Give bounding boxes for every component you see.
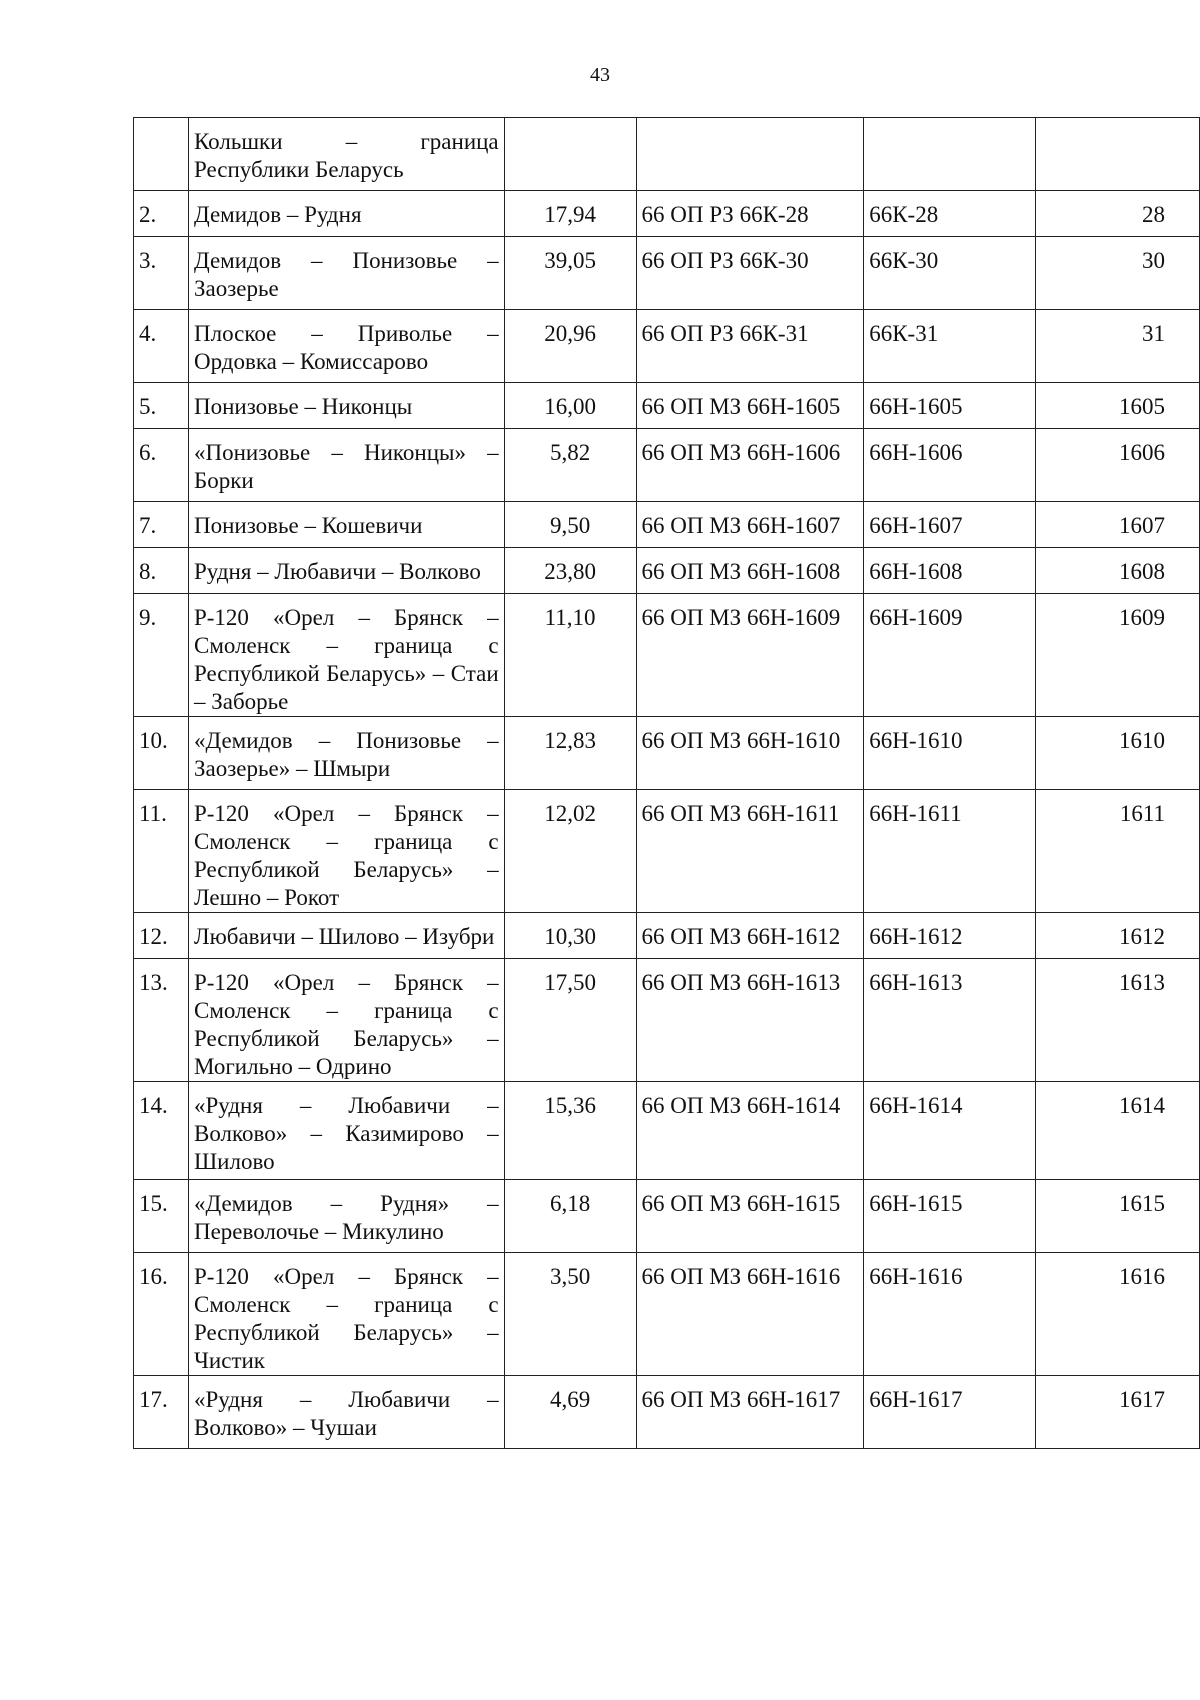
table-row xyxy=(134,118,1200,191)
road-name: Демидов – Рудня xyxy=(188,191,504,237)
row-number: 8. xyxy=(134,548,189,594)
road-name: «Рудня – Любавичи – Волково» – Чушаи xyxy=(188,1376,504,1449)
table-row xyxy=(134,1180,1200,1253)
row-number: 15. xyxy=(134,1180,189,1253)
road-id-number: 66 ОП МЗ 66Н-1611 xyxy=(636,790,864,913)
table-row xyxy=(134,913,1200,959)
row-number: 3. xyxy=(134,237,189,310)
row-number: 13. xyxy=(134,959,189,1082)
road-code: 30 xyxy=(1036,237,1200,310)
table-row xyxy=(134,959,1200,1082)
roads-table-body xyxy=(134,118,1200,1449)
row-number: 11. xyxy=(134,790,189,913)
row-number: 17. xyxy=(134,1376,189,1449)
road-name: Понизовье – Никонцы xyxy=(188,383,504,429)
row-number: 12. xyxy=(134,913,189,959)
row-number xyxy=(134,118,189,191)
road-name: «Рудня – Любавичи – Волково» – Казимирово – Шилово xyxy=(188,1082,504,1180)
road-code: 1614 xyxy=(1036,1082,1200,1180)
road-registration-number: 66Н-1616 xyxy=(864,1253,1036,1376)
road-name: Р-120 «Орел – Брянск – Смоленск – граница с Республикой Беларусь» – Стаи – Заборье xyxy=(188,594,504,717)
row-number: 14. xyxy=(134,1082,189,1180)
road-id-number: 66 ОП МЗ 66Н-1607 xyxy=(636,502,864,548)
road-length: 9,50 xyxy=(504,502,636,548)
road-id-number: 66 ОП МЗ 66Н-1606 xyxy=(636,429,864,502)
road-length: 12,83 xyxy=(504,717,636,790)
road-length: 5,82 xyxy=(504,429,636,502)
road-code xyxy=(1036,118,1200,191)
table-row xyxy=(134,1253,1200,1376)
row-number: 5. xyxy=(134,383,189,429)
table-row xyxy=(134,717,1200,790)
road-code: 1606 xyxy=(1036,429,1200,502)
road-length: 11,10 xyxy=(504,594,636,717)
road-registration-number: 66Н-1615 xyxy=(864,1180,1036,1253)
table-row xyxy=(134,594,1200,717)
road-length: 10,30 xyxy=(504,913,636,959)
road-length: 6,18 xyxy=(504,1180,636,1253)
road-length: 17,50 xyxy=(504,959,636,1082)
table-row xyxy=(134,429,1200,502)
table-row xyxy=(134,790,1200,913)
road-code: 1609 xyxy=(1036,594,1200,717)
row-number: 16. xyxy=(134,1253,189,1376)
road-name: Рудня – Любавичи – Волково xyxy=(188,548,504,594)
road-registration-number: 66Н-1605 xyxy=(864,383,1036,429)
road-id-number: 66 ОП МЗ 66Н-1613 xyxy=(636,959,864,1082)
road-id-number: 66 ОП МЗ 66Н-1610 xyxy=(636,717,864,790)
road-name: «Понизовье – Никонцы» – Борки xyxy=(188,429,504,502)
road-id-number: 66 ОП МЗ 66Н-1617 xyxy=(636,1376,864,1449)
road-id-number: 66 ОП МЗ 66Н-1612 xyxy=(636,913,864,959)
row-number: 10. xyxy=(134,717,189,790)
table-row xyxy=(134,310,1200,383)
road-name: Плоское – Приволье – Ордовка – Комиссарово xyxy=(188,310,504,383)
road-registration-number xyxy=(864,118,1036,191)
road-name: «Демидов – Рудня» – Переволочье – Микулино xyxy=(188,1180,504,1253)
road-name: Р-120 «Орел – Брянск – Смоленск – граница с Республикой Беларусь» – Лешно – Рокот xyxy=(188,790,504,913)
road-length: 20,96 xyxy=(504,310,636,383)
road-code: 28 xyxy=(1036,191,1200,237)
road-registration-number: 66Н-1613 xyxy=(864,959,1036,1082)
road-name: «Демидов – Понизовье – Заозерье» – Шмыри xyxy=(188,717,504,790)
table-row xyxy=(134,548,1200,594)
road-id-number: 66 ОП МЗ 66Н-1614 xyxy=(636,1082,864,1180)
road-name: Понизовье – Кошевичи xyxy=(188,502,504,548)
road-name: Любавичи – Шилово – Изубри xyxy=(188,913,504,959)
road-length: 23,80 xyxy=(504,548,636,594)
road-code: 1617 xyxy=(1036,1376,1200,1449)
road-name: Кольшки – граница Республики Беларусь xyxy=(188,118,504,191)
road-length: 15,36 xyxy=(504,1082,636,1180)
road-code: 1607 xyxy=(1036,502,1200,548)
road-code: 1612 xyxy=(1036,913,1200,959)
road-id-number xyxy=(636,118,864,191)
roads-table xyxy=(133,117,1200,1449)
road-code: 1615 xyxy=(1036,1180,1200,1253)
road-id-number: 66 ОП МЗ 66Н-1608 xyxy=(636,548,864,594)
road-registration-number: 66Н-1607 xyxy=(864,502,1036,548)
road-length: 39,05 xyxy=(504,237,636,310)
road-registration-number: 66Н-1617 xyxy=(864,1376,1036,1449)
row-number: 7. xyxy=(134,502,189,548)
road-length: 16,00 xyxy=(504,383,636,429)
road-registration-number: 66К-31 xyxy=(864,310,1036,383)
table-row xyxy=(134,191,1200,237)
row-number: 2. xyxy=(134,191,189,237)
table-row xyxy=(134,502,1200,548)
table-row xyxy=(134,1376,1200,1449)
road-id-number: 66 ОП МЗ 66Н-1615 xyxy=(636,1180,864,1253)
road-name: Демидов – Понизовье – Заозерье xyxy=(188,237,504,310)
road-registration-number: 66Н-1611 xyxy=(864,790,1036,913)
road-id-number: 66 ОП МЗ 66Н-1609 xyxy=(636,594,864,717)
road-registration-number: 66Н-1608 xyxy=(864,548,1036,594)
road-code: 1608 xyxy=(1036,548,1200,594)
road-length: 3,50 xyxy=(504,1253,636,1376)
row-number: 6. xyxy=(134,429,189,502)
road-code: 1605 xyxy=(1036,383,1200,429)
road-name: Р-120 «Орел – Брянск – Смоленск – граница с Республикой Беларусь» – Могильно – Одрино xyxy=(188,959,504,1082)
road-name: Р-120 «Орел – Брянск – Смоленск – граница с Республикой Беларусь» – Чистик xyxy=(188,1253,504,1376)
row-number: 9. xyxy=(134,594,189,717)
road-id-number: 66 ОП РЗ 66К-28 xyxy=(636,191,864,237)
road-length xyxy=(504,118,636,191)
table-row xyxy=(134,1082,1200,1180)
road-registration-number: 66Н-1609 xyxy=(864,594,1036,717)
road-registration-number: 66К-28 xyxy=(864,191,1036,237)
road-id-number: 66 ОП МЗ 66Н-1605 xyxy=(636,383,864,429)
road-registration-number: 66Н-1612 xyxy=(864,913,1036,959)
road-code: 1613 xyxy=(1036,959,1200,1082)
road-length: 12,02 xyxy=(504,790,636,913)
road-code: 31 xyxy=(1036,310,1200,383)
row-number: 4. xyxy=(134,310,189,383)
road-length: 4,69 xyxy=(504,1376,636,1449)
road-code: 1610 xyxy=(1036,717,1200,790)
road-registration-number: 66Н-1614 xyxy=(864,1082,1036,1180)
page-number: 43 xyxy=(590,64,610,86)
road-id-number: 66 ОП РЗ 66К-31 xyxy=(636,310,864,383)
road-code: 1616 xyxy=(1036,1253,1200,1376)
road-length: 17,94 xyxy=(504,191,636,237)
table-row xyxy=(134,237,1200,310)
table-row xyxy=(134,383,1200,429)
road-id-number: 66 ОП РЗ 66К-30 xyxy=(636,237,864,310)
road-id-number: 66 ОП МЗ 66Н-1616 xyxy=(636,1253,864,1376)
road-code: 1611 xyxy=(1036,790,1200,913)
road-registration-number: 66К-30 xyxy=(864,237,1036,310)
road-registration-number: 66Н-1606 xyxy=(864,429,1036,502)
road-registration-number: 66Н-1610 xyxy=(864,717,1036,790)
